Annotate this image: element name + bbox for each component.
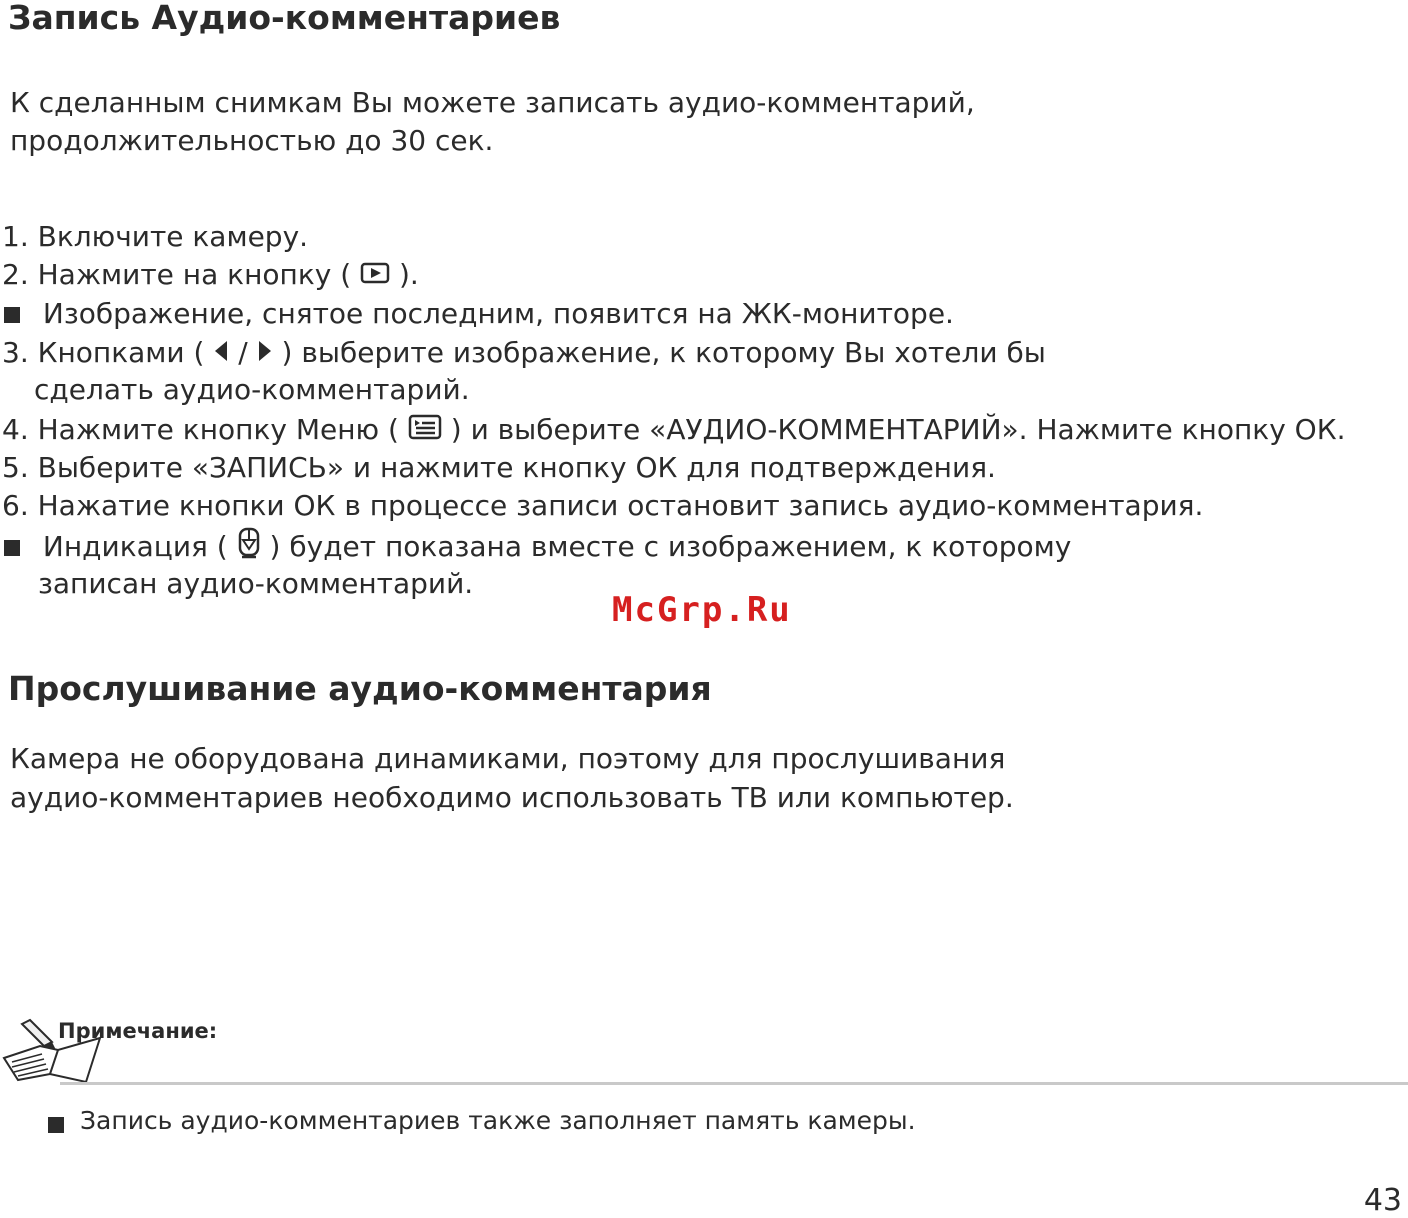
- step-2-text: 2. Нажмите на кнопку (: [2, 258, 352, 291]
- listening-line-1: Камера не оборудована динамиками, поэтому для прослушивания: [10, 742, 1006, 775]
- step-3: [2, 334, 1046, 373]
- bullet-1: [4, 295, 954, 333]
- step-1: 1. Включите камеру.: [2, 220, 309, 253]
- bullet-1-text: Изображение, снятое последним, появится на ЖК-мониторе.: [42, 297, 954, 330]
- step-4-text: 4. Нажмите кнопку Меню (: [2, 413, 399, 446]
- step-2-text-end: ).: [398, 258, 419, 291]
- section-title-recording: Запись Аудио-комментариев: [8, 0, 561, 37]
- note-text: Запись аудио-комментариев также заполняет память камеры.: [80, 1106, 916, 1135]
- step-3-slash: /: [238, 336, 248, 369]
- page-number: 43: [1363, 1183, 1402, 1218]
- step-3-text-end: ) выберите изображение, к которому Вы хотели бы: [281, 336, 1046, 369]
- playback-icon: [360, 257, 390, 295]
- note-label: Примечание:: [58, 1019, 218, 1043]
- bullet-square-icon: [48, 1117, 64, 1133]
- bullet-2-line-2: записан аудио-комментарий.: [38, 567, 474, 600]
- step-2: [2, 256, 419, 295]
- bullet-2-text: Индикация (: [42, 530, 228, 563]
- bullet-square-icon: [4, 307, 20, 323]
- bullet-square-icon: [4, 540, 20, 556]
- listening-line-2: аудио-комментариев необходимо использовать ТВ или компьютер.: [10, 781, 1014, 814]
- step-5: 5. Выберите «ЗАПИСЬ» и нажмите кнопку ОК для подтверждения.: [2, 451, 996, 484]
- step-3-line-2: сделать аудио-комментарий.: [34, 373, 470, 406]
- step-3-text: 3. Кнопками (: [2, 336, 205, 369]
- note-bullet: [48, 1114, 64, 1133]
- voice-memo-icon: [237, 527, 261, 569]
- intro-line-1: К сделанным снимкам Вы можете записать аудио-комментарий,: [10, 86, 975, 119]
- left-arrow-icon: [213, 335, 229, 373]
- note-divider: [60, 1082, 1408, 1085]
- intro-line-2: продолжительностью до 30 сек.: [10, 124, 494, 157]
- step-4: [2, 411, 1346, 450]
- bullet-2: [4, 527, 1071, 569]
- section-title-listening: Прослушивание аудио-комментария: [8, 669, 712, 708]
- menu-icon: [408, 412, 442, 450]
- step-4-text-end: ) и выберите «АУДИО-КОММЕНТАРИЙ». Нажмите кнопку ОК.: [450, 413, 1346, 446]
- bullet-2-text-end: ) будет показана вместе с изображением, к которому: [269, 530, 1072, 563]
- step-6: 6. Нажатие кнопки ОК в процессе записи остановит запись аудио-комментария.: [2, 489, 1204, 522]
- right-arrow-icon: [257, 335, 273, 373]
- watermark: McGrp.Ru: [612, 590, 792, 630]
